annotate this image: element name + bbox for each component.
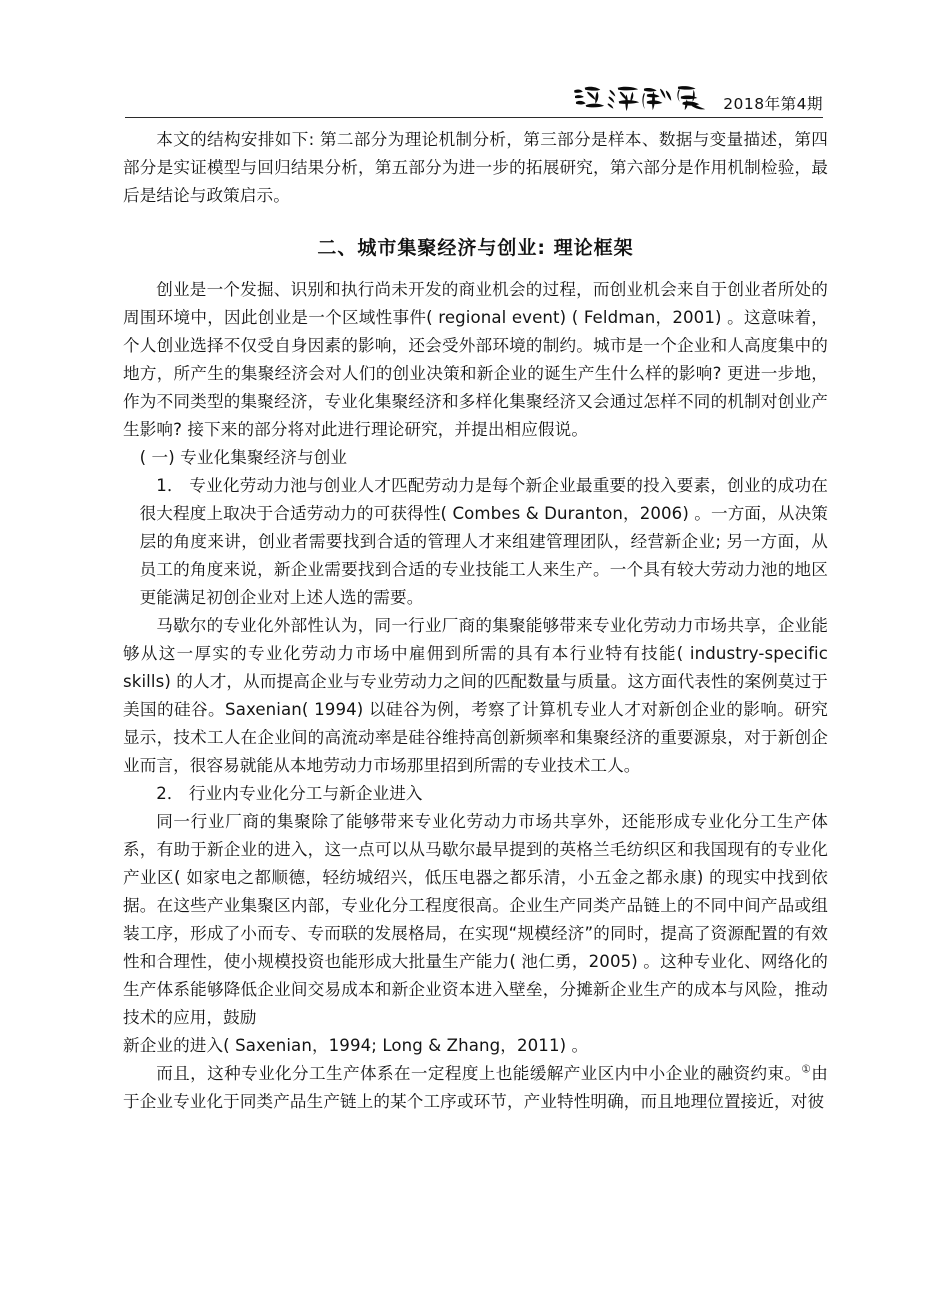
item-2-heading-division-of-labor: 2． 行业内专业化分工与新企业进入 [156,784,423,803]
paragraph-entrepreneurship-definition: 创业是一个发掘、识别和执行尚未开发的商业机会的过程，而创业机会来自于创业者所处的周围环境中，因此创业是一个区域性事件( regional event) ( Feldman，2001) 。这意味着，个人创业选择不仅受自身因素的影响，还会受外部环境的制约。城市是一个企业和人高度集中的地方，所产生的集聚经济会对人们的创业决策和新企业的诞生产生什么样的影响? 更进一步地，作为不同类型的集聚经济，专业化集聚经济和多样化集聚经济又会通过怎样不同的机制对创业产生影响? 接下来的部分将对此进行理论研究，并提出相应假说。 [123,280,828,439]
financing-text-rest: 由于企业专业化于同类产品生产链上的某个工序或环节，产业特性明确，而且地理位置接近，对彼 [123,1064,828,1111]
header-masthead [568,80,823,114]
paragraph-financing-constraint [123,1060,828,1116]
document-body [123,126,828,1116]
paragraph-marshall-externalities: 马歇尔的专业化外部性认为，同一行业厂商的集聚能够带来专业化劳动力市场共享，企业能够从这一厚实的专业化劳动力市场中雇佣到所需的具有本行业特有技能( industry-specific skills) 的人才，从而提高企业与专业劳动力之间的匹配数量与质量。这方面代表性的案例莫过于美国的硅谷。Saxenian( 1994) 以硅谷为例，考察了计算机专业人才对新创企业的影响。研究显示，技术工人在企业间的高流动率是硅谷维持高创新频率和集聚经济的重要源泉，对于新创企业而言，很容易就能从本地劳动力市场那里招到所需的专业技术工人。 [123,616,828,775]
issue-label: 2018年第4期 [723,94,823,113]
paragraph-division-of-labor: 同一行业厂商的集聚除了能够带来专业化劳动力市场共享外，还能形成专业化分工生产体系，有助于新企业的进入，这一点可以从马歇尔最早提到的英格兰毛纺织区和我国现有的专业化产业区( 如家电之都顺德，轻纺城绍兴，低压电器之都乐清，小五金之都永康) 的现实中找到依据。在这些产业集聚区内部，专业化分工程度很高。企业生产同类产品链上的不同中间产品或组装工序，形成了小而专、专而联的发展格局，在实现“规模经济”的同时，提高了资源配置的有效性和合理性，使小规模投资也能形成大批量生产能力( 池仁勇，2005) 。这种专业化、网络化的生产体系能够降低企业间交易成本和新企业资本进入壁垒，分摊新企业生产的成本与风险，推动技术的应用，鼓励 [123,812,828,1027]
paragraph-division-of-labor-tail: 新企业的进入( Saxenian，1994; Long & Zhang，2011) 。 [123,1036,589,1055]
paragraph-structure-overview: 本文的结构安排如下: 第二部分为理论机制分析，第三部分是样本、数据与变量描述，第四部分是实证模型与回归结果分析，第五部分为进一步的拓展研究，第六部分是作用机制检验，最后是结论与政策启示。 [123,130,828,205]
subsection-heading-one: ( 一) 专业化集聚经济与创业 [139,448,348,467]
item-1-specialized-labor-pool: 1． 专业化劳动力池与创业人才匹配劳动力是每个新企业最重要的投入要素，创业的成功在很大程度上取决于合适劳动力的可获得性( Combes & Duranton，2006) 。一方面，从决策层的角度来讲，创业者需要找到合适的管理人才来组建管理团队，经营新企业; 另一方面，从员工的角度来说，新企业需要找到合适的专业技能工人来生产。一个具有较大劳动力池的地区更能满足初创企业对上述人选的需要。 [139,476,829,607]
section-heading-two: 二、城市集聚经济与创业: 理论框架 [317,237,634,259]
page-header [123,70,823,118]
financing-text-lead: 而且，这种专业化分工生产体系在一定程度上也能缓解产业区内中小企业的融资约束。 [156,1064,802,1083]
spacer [123,210,828,234]
footnote-marker: ① [801,1063,812,1076]
header-divider [125,117,823,118]
spacer [123,262,828,276]
journal-calligraphy-logo-icon [568,80,718,114]
